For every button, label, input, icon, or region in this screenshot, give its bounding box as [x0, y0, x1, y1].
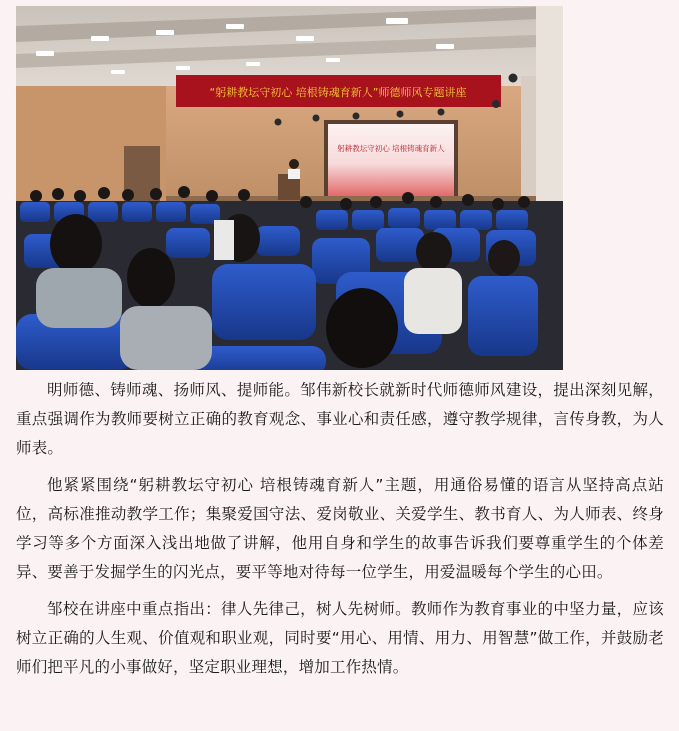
article-paragraph: 他紧紧围绕“躬耕教坛守初心 培根铸魂育新人”主题，用通俗易懂的语言从坚持高点站位，高标准推动教学工作；集聚爱国守法、爱岗敬业、关爱学生、教书育人、为人师表、终身学习等多个方面深入浅出地做了讲解，他用自身和学生的故事告诉我们要尊重学生的个体差异、要善于发掘学生的闪光点，要平等地对待每一位学生，用爱温暖每个学生的心田。 — [16, 476, 664, 581]
article-paragraph: 明师德、铸师魂、扬师风、提师能。邹伟新校长就新时代师德师风建设，提出深刻见解，重点强调作为教师要树立正确的教育观念、事业心和责任感，遵守教学规律，言传身教，为人师表。 — [16, 381, 664, 457]
banner-text: “躬耕教坛守初心 培根铸魂育新人”师德师风专题讲座 — [209, 86, 467, 99]
screen-title: 躬耕教坛守初心 培根铸魂育新人 — [337, 144, 445, 153]
article-paragraph: 邹校在讲座中重点指出：律人先律己，树人先树师。教师作为教育事业的中坚力量，应该树立正确的人生观、价值观和职业观，同时要“用心、用情、用力、用智慧”做工作，并鼓励老师们把平凡的小事做好，坚定职业理想，增加工作热情。 — [16, 600, 664, 676]
article-body — [16, 376, 664, 690]
projection-screen — [328, 124, 454, 196]
speaker-body — [288, 169, 300, 179]
speaker-head — [289, 159, 299, 169]
lecture-hall-illustration — [16, 6, 563, 370]
lecture-hall-photo — [16, 6, 563, 370]
